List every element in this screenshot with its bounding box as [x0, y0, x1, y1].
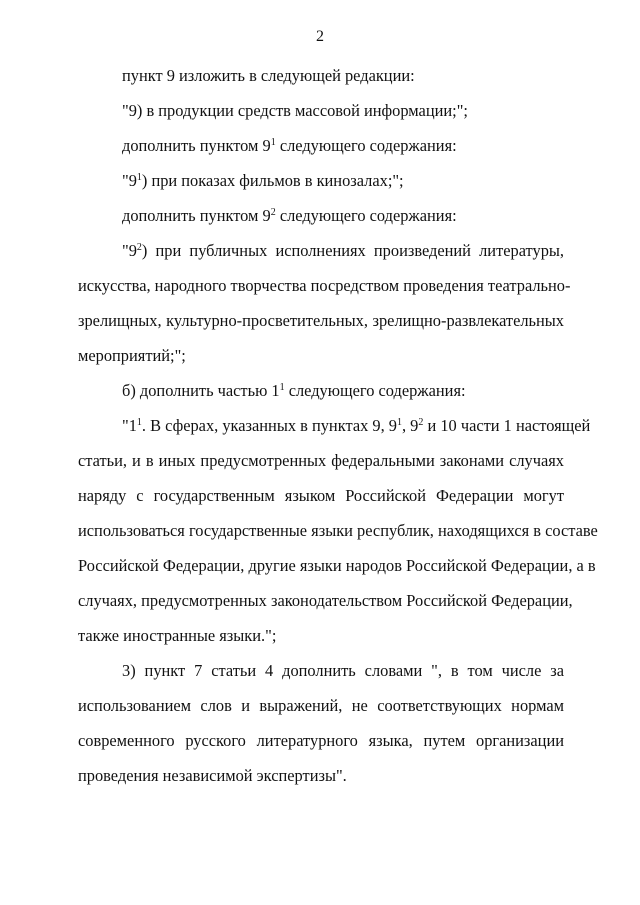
line-text: 3) пункт 7 статьи 4 дополнить словами ", в том числе за	[122, 661, 564, 680]
line-text: . В сферах, указанных в пунктах 9, 9	[141, 416, 397, 435]
line-text: дополнить пунктом 9	[122, 136, 271, 155]
text-line	[78, 377, 564, 412]
line-text: также иностранные языки.";	[78, 626, 277, 645]
line-text: следующего содержания:	[275, 136, 457, 155]
text-line	[78, 692, 564, 727]
line-text: "9) в продукции средств массовой информации;";	[122, 101, 468, 120]
text-line	[78, 517, 598, 552]
line-text: "9	[122, 171, 137, 190]
text-line	[78, 587, 573, 622]
line-text: следующего содержания:	[284, 381, 466, 400]
text-line	[78, 552, 596, 587]
document-body	[78, 62, 598, 797]
line-text: и 10 части 1 настоящей	[423, 416, 591, 435]
text-line	[78, 62, 564, 97]
line-text: пункт 9 изложить в следующей редакции:	[122, 66, 415, 85]
superscript: 2	[418, 417, 424, 428]
line-text: использованием слов и выражений, не соответствующих нормам	[78, 696, 564, 715]
text-line	[78, 132, 564, 167]
line-text: случаях, предусмотренных законодательством Российской Федерации,	[78, 591, 573, 610]
text-line	[78, 202, 564, 237]
text-line	[78, 447, 564, 482]
superscript: 1	[136, 417, 142, 428]
text-line	[78, 657, 564, 692]
line-text: ) при показах фильмов в кинозалах;";	[141, 171, 404, 190]
superscript: 1	[136, 172, 142, 183]
text-line	[78, 167, 564, 202]
line-text: , 9	[401, 416, 419, 435]
line-text: дополнить пунктом 9	[122, 206, 271, 225]
line-text: "1	[122, 416, 137, 435]
line-text: Российской Федерации, другие языки народов Российской Федерации, а в	[78, 556, 596, 575]
line-text: б) дополнить частью 1	[122, 381, 280, 400]
text-line	[78, 342, 564, 377]
line-text: современного русского литературного языка, путем организации	[78, 731, 564, 750]
text-line	[78, 482, 564, 517]
line-text: мероприятий;";	[78, 346, 186, 365]
text-line	[78, 307, 564, 342]
line-text: искусства, народного творчества посредством проведения театрально-	[78, 276, 571, 295]
superscript: 1	[270, 137, 276, 148]
text-line	[78, 727, 564, 762]
text-line	[78, 622, 564, 657]
line-text: следующего содержания:	[275, 206, 457, 225]
line-text: зрелищных, культурно-просветительных, зрелищно-развлекательных	[78, 311, 564, 330]
text-line	[78, 412, 591, 447]
line-text: "9	[122, 241, 137, 260]
superscript: 2	[136, 242, 142, 253]
page-number: 2	[316, 28, 324, 45]
text-line	[78, 97, 564, 132]
superscript: 2	[270, 207, 276, 218]
line-text: статьи, и в иных предусмотренных федеральными законами случаях	[78, 451, 564, 470]
superscript: 1	[396, 417, 402, 428]
line-text: проведения независимой экспертизы".	[78, 766, 347, 785]
text-line	[78, 272, 571, 307]
line-text: ) при публичных исполнениях произведений литературы,	[141, 241, 564, 260]
text-line	[78, 762, 564, 797]
text-line	[78, 237, 564, 272]
line-text: использоваться государственные языки республик, находящихся в составе	[78, 521, 598, 540]
superscript: 1	[279, 382, 285, 393]
line-text: наряду с государственным языком Российской Федерации могут	[78, 486, 564, 505]
